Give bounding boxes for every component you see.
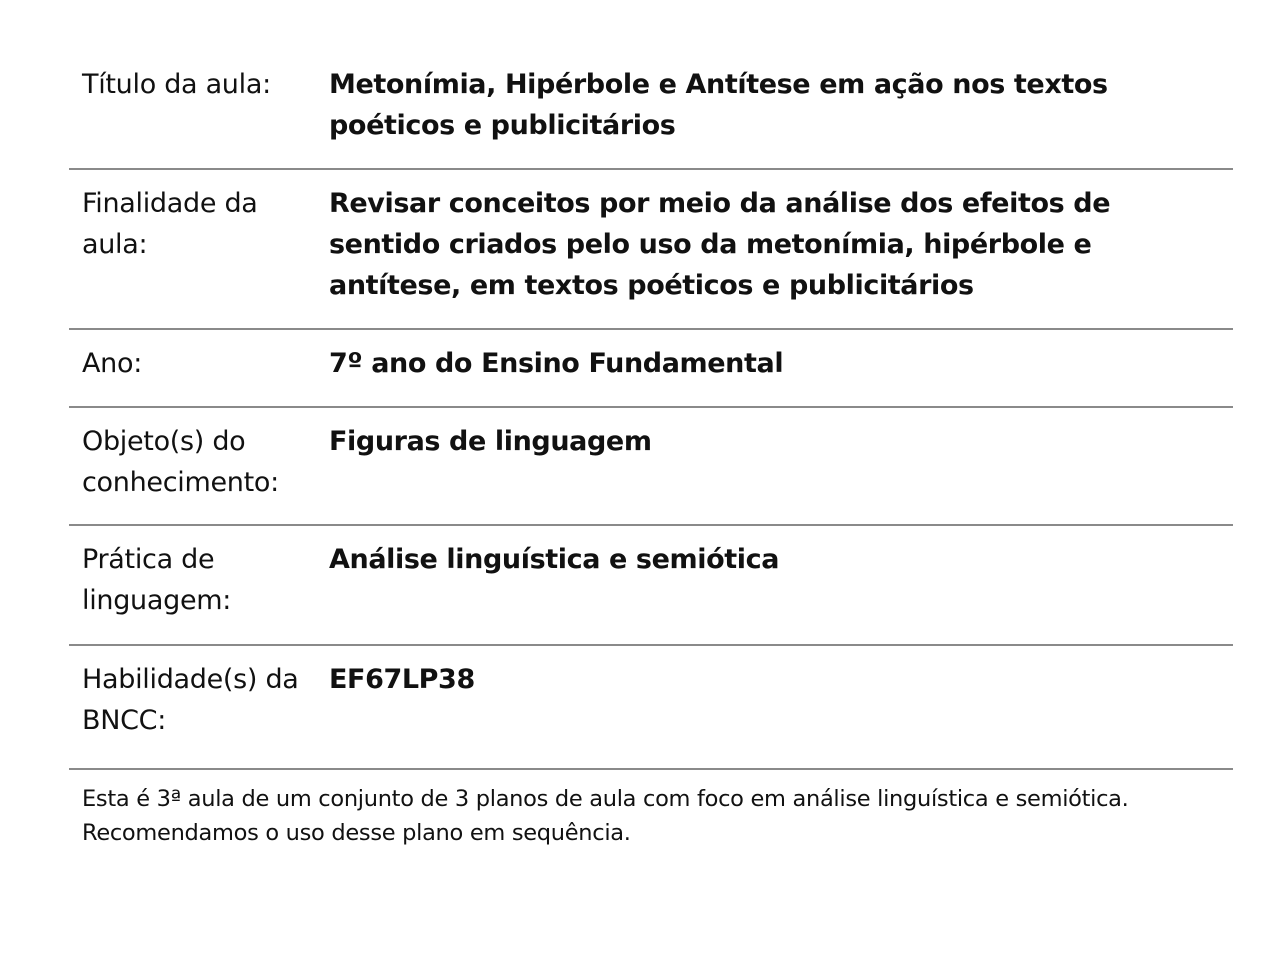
row-lesson-title bbox=[69, 50, 1233, 170]
row-value: Revisar conceitos por meio da análise dos efeitos de sentido criados pelo uso da metonímia, hipérbole e antítese, em textos poéticos e publicitários bbox=[329, 188, 1111, 301]
note-line: Esta é 3ª aula de um conjunto de 3 planos de aula com foco em análise linguística e semiótica. bbox=[82, 786, 1129, 812]
row-value: Análise linguística e semiótica bbox=[329, 544, 780, 575]
sequence-note bbox=[69, 770, 1233, 850]
row-value: Figuras de linguagem bbox=[329, 426, 652, 457]
row-value: 7º ano do Ensino Fundamental bbox=[329, 348, 784, 379]
row-bncc-skills bbox=[69, 646, 1233, 770]
row-label: Habilidade(s) da BNCC: bbox=[82, 664, 299, 736]
row-label: Prática de linguagem: bbox=[82, 544, 232, 616]
row-knowledge-object bbox=[69, 408, 1233, 526]
row-label: Objeto(s) do conhecimento: bbox=[82, 426, 279, 498]
note-line: Recomendamos o uso desse plano em sequência. bbox=[82, 820, 631, 846]
row-lesson-purpose bbox=[69, 170, 1233, 330]
row-label: Ano: bbox=[82, 348, 142, 379]
row-grade bbox=[69, 330, 1233, 408]
row-value: Metonímia, Hipérbole e Antítese em ação nos textos poéticos e publicitários bbox=[329, 69, 1108, 141]
row-language-practice bbox=[69, 526, 1233, 646]
row-label: Título da aula: bbox=[82, 69, 271, 100]
lesson-plan-table bbox=[69, 50, 1233, 850]
row-value: EF67LP38 bbox=[329, 664, 475, 695]
row-label: Finalidade da aula: bbox=[82, 188, 258, 260]
